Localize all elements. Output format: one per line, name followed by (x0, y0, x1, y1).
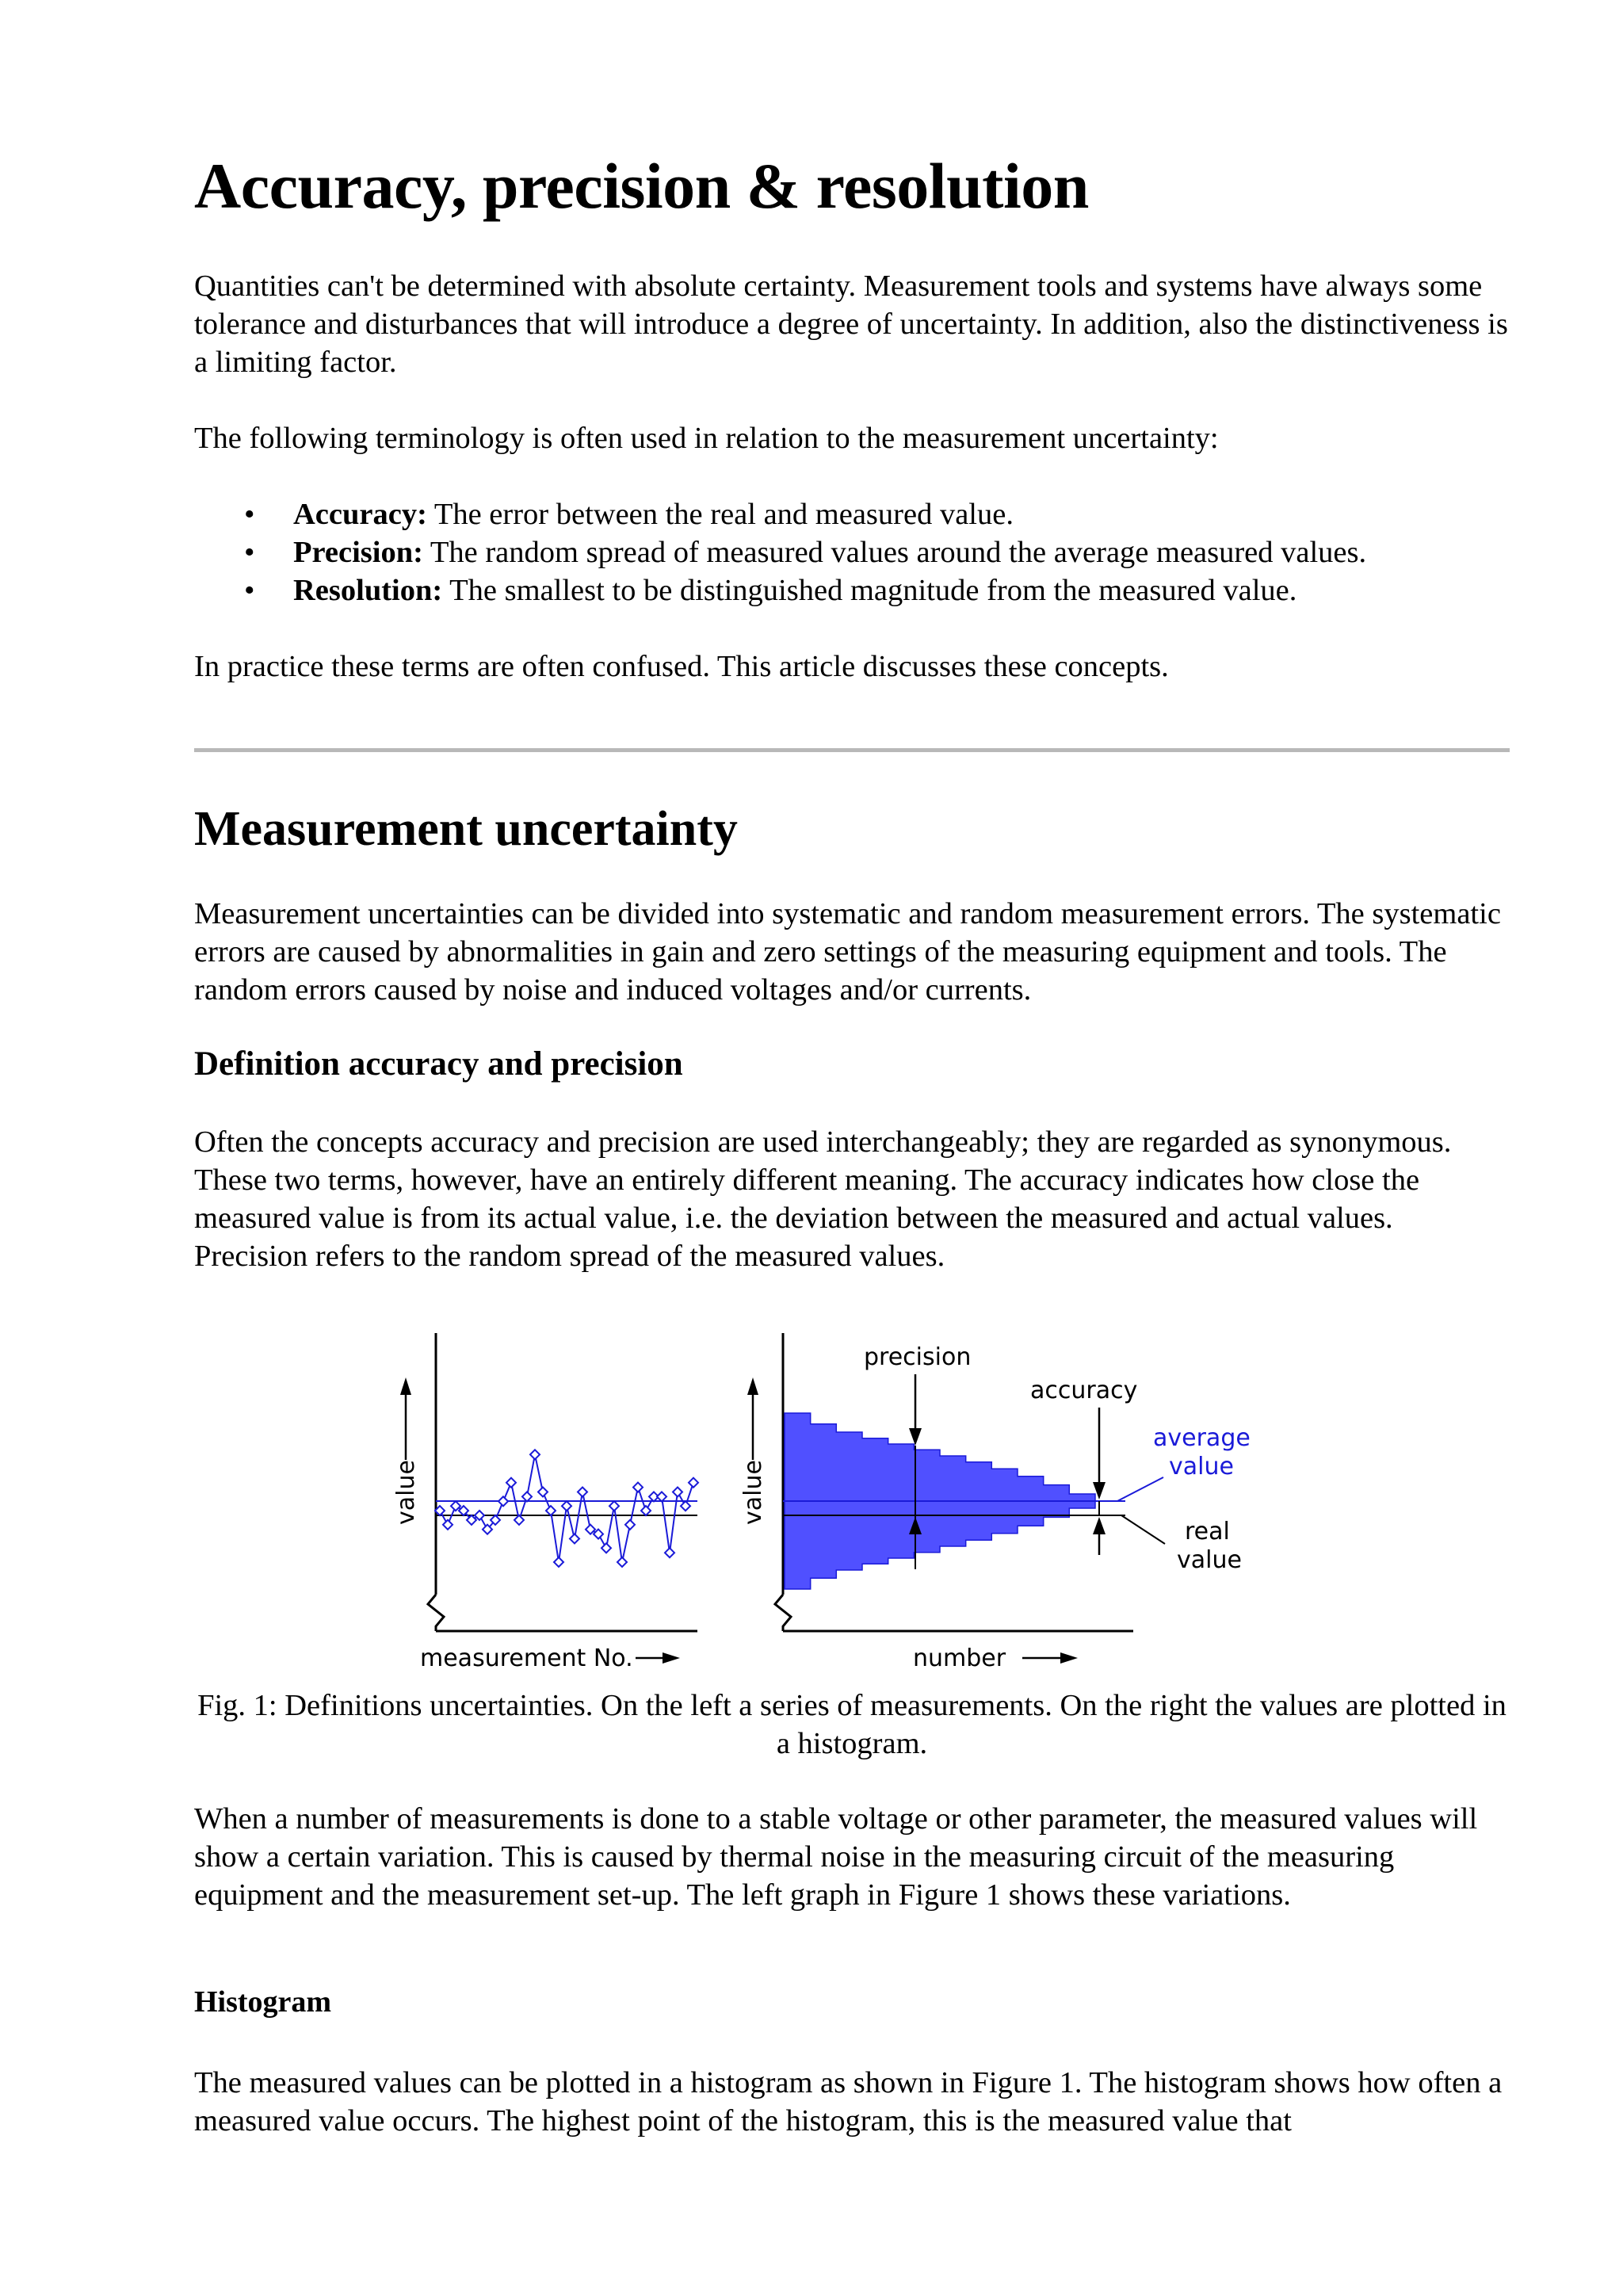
real-value-label-line1: real (1185, 1518, 1230, 1545)
measurement-point (673, 1488, 682, 1497)
real-value-pointer (1121, 1515, 1165, 1544)
subheading-definition: Definition accuracy and precision (194, 1045, 683, 1083)
measurement-point (633, 1483, 643, 1492)
average-value-pointer (1117, 1477, 1163, 1501)
measurement-point (681, 1501, 690, 1511)
figure-caption: Fig. 1: Definitions uncertainties. On the left a series of measurements. On the right the values are plotted in a histogram. (197, 1689, 1507, 1760)
page-title: Accuracy, precision & resolution (194, 150, 1089, 222)
left-graph (392, 1333, 698, 1672)
average-value-label-line2: value (1169, 1453, 1234, 1480)
subheading-histogram: Histogram (194, 1985, 332, 2019)
measurement-point (562, 1501, 571, 1511)
list-item-accuracy (194, 495, 1366, 533)
terminology-list (194, 495, 1366, 609)
right-graph (739, 1333, 1251, 1672)
measurement-point (657, 1492, 666, 1501)
term-label: Accuracy: (293, 498, 427, 531)
measurement-point (578, 1488, 587, 1497)
measurement-point (514, 1515, 524, 1525)
measurement-point (530, 1450, 540, 1459)
left-y-arrow-head (400, 1377, 411, 1395)
accuracy-arrow-bottom-head (1093, 1517, 1106, 1534)
measurement-point (475, 1511, 484, 1520)
term-definition: The error between the real and measured value. (426, 498, 1014, 531)
list-item-resolution (194, 571, 1366, 609)
left-axis-break (428, 1595, 444, 1631)
measurement-point (554, 1557, 563, 1567)
left-y-label: value (392, 1460, 420, 1525)
uncertainty-paragraph: Measurement uncertainties can be divided into systematic and random measurement errors. The systematic errors are caused by abnormalities in gain and zero settings of the measuring equipment and tools. The random errors caused by noise and induced voltages and/or currents. (194, 897, 1501, 1007)
section-heading-measurement-uncertainty: Measurement uncertainty (194, 802, 738, 856)
right-axis-break (775, 1595, 791, 1631)
list-item-precision (194, 533, 1366, 571)
intro-paragraph-1: Quantities can't be determined with absolute certainty. Measurement tools and systems have always some tolerance and disturbances that will introduce a degree of uncertainty. In addition, also the distinctiveness is a limiting factor. (194, 269, 1508, 379)
right-y-arrow-head (747, 1377, 758, 1395)
measurement-point (641, 1506, 651, 1515)
intro-paragraph-2: The following terminology is often used in relation to the measurement uncertainty: (194, 422, 1219, 455)
histogram-paragraph: The measured values can be plotted in a histogram as shown in Figure 1. The histogram shows how often a measured value occurs. The highest point of the histogram, this is the measured value that (194, 2066, 1503, 2137)
paragraph-after-figure: When a number of measurements is done to a stable voltage or other parameter, the measured values will show a certain variation. This is caused by thermal noise in the measuring circuit of the measuring equipment and the measurement set-up. The left graph in Figure 1 shows these variations. (194, 1802, 1478, 1912)
bullet-icon: • (244, 574, 255, 607)
measurement-point (570, 1534, 579, 1544)
bullet-icon: • (244, 536, 255, 569)
measurement-point (522, 1492, 532, 1501)
measurement-point (451, 1501, 460, 1511)
section-divider (194, 748, 1510, 752)
term-label: Precision: (293, 536, 423, 569)
measurement-point (594, 1530, 603, 1539)
measurement-point (625, 1520, 635, 1530)
measurement-series (435, 1450, 698, 1567)
measurement-point (498, 1496, 508, 1506)
precision-arrow-top-head (909, 1428, 922, 1446)
measurement-point (689, 1478, 698, 1488)
left-x-label: measurement No. (420, 1645, 633, 1672)
measurement-point (586, 1525, 595, 1534)
measurement-point (601, 1543, 611, 1553)
precision-label: precision (864, 1343, 972, 1371)
right-y-label: value (739, 1460, 767, 1525)
measurement-point (538, 1488, 548, 1497)
intro-paragraph-3: In practice these terms are often confused. This article discusses these concepts. (194, 650, 1169, 683)
term-label: Resolution: (293, 574, 443, 607)
figure-uncertainty-diagram (392, 1325, 1355, 1690)
accuracy-label: accuracy (1030, 1377, 1138, 1404)
definition-paragraph: Often the concepts accuracy and precision are used interchangeably; they are regarded as synonymous. These two terms, however, have an entirely different meaning. The accuracy indicates how close the measured value is from its actual value, i.e. the deviation between the measured and actual values. Precision refers to the random spread of the measured values. (194, 1125, 1452, 1273)
left-x-arrow-head (663, 1652, 680, 1664)
real-value-label-line2: value (1177, 1546, 1242, 1574)
term-definition: The random spread of measured values around the average measured values. (422, 536, 1367, 569)
measurement-point (609, 1501, 619, 1511)
measurement-point (617, 1557, 627, 1567)
average-value-label-line1: average (1153, 1424, 1251, 1452)
measurement-point (546, 1506, 556, 1515)
measurement-point (506, 1478, 516, 1488)
right-x-arrow-head (1060, 1652, 1078, 1664)
measurement-point (443, 1520, 453, 1530)
term-definition: The smallest to be distinguished magnitude from the measured value. (442, 574, 1297, 607)
measurement-point (665, 1548, 674, 1557)
right-x-label: number (913, 1645, 1006, 1672)
bullet-icon: • (244, 498, 255, 531)
